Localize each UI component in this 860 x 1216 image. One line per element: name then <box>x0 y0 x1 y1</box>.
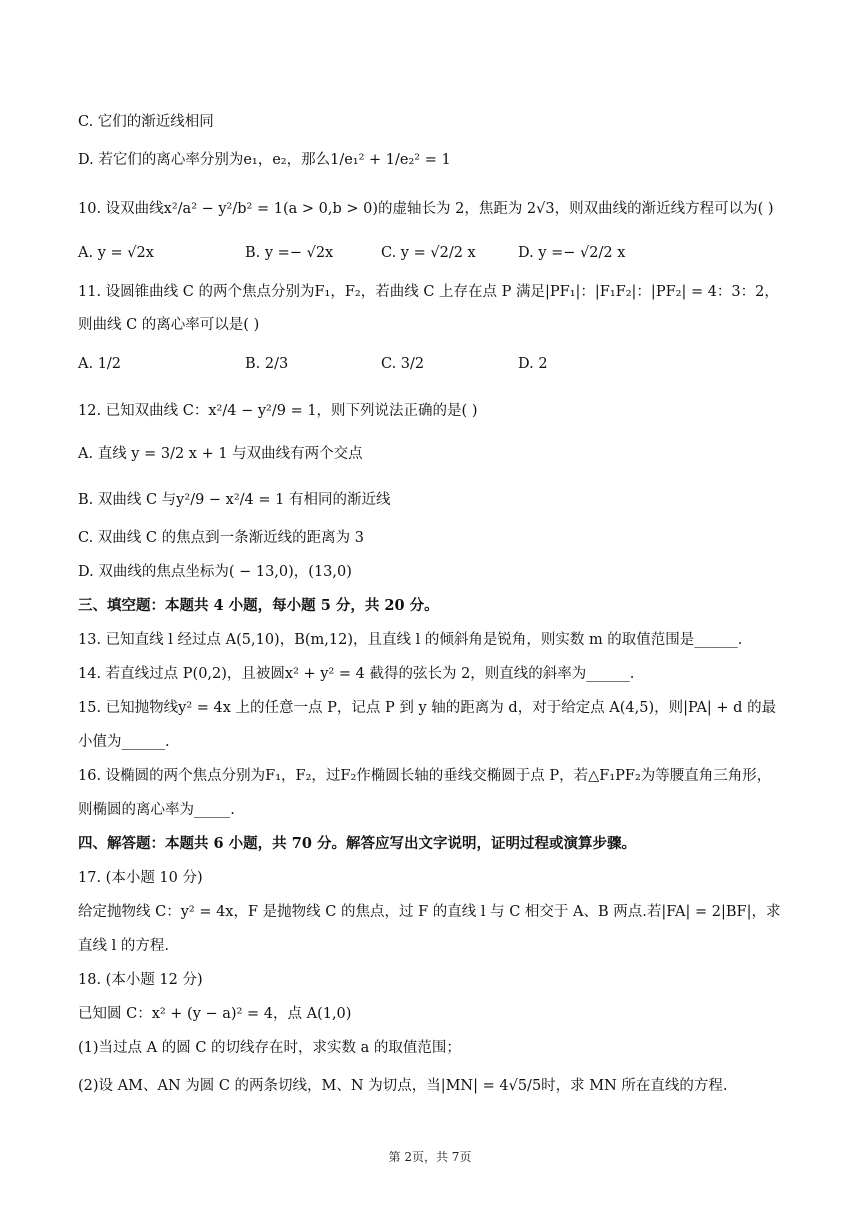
q12-option-d: D. 双曲线的焦点坐标为( − 13,0)，(13,0) <box>78 564 352 580</box>
q11-option-a: A. 1/2 <box>78 356 122 372</box>
q10-option-c: C. y = √2/2 x <box>381 245 476 261</box>
q11-option-c: C. 3/2 <box>381 356 425 372</box>
q12-option-c: C. 双曲线 C 的焦点到一条渐近线的距离为 3 <box>78 530 364 546</box>
q12-option-b: B. 双曲线 C 与y²/9 − x²/4 = 1 有相同的渐近线 <box>78 492 391 508</box>
question-17-line1: 给定抛物线 C：y² = 4x，F 是抛物线 C 的焦点，过 F 的直线 l 与 C 相交于 A、B 两点.若|FA| = 2|BF|，求 <box>78 904 781 920</box>
page-footer: 第 2页，共 7页 <box>388 1150 472 1164</box>
q10-option-d: D. y =− √2/2 x <box>518 245 626 261</box>
question-17-header: 17. (本小题 10 分) <box>78 870 203 886</box>
q11-option-b: B. 2/3 <box>245 356 289 372</box>
q9-option-d: D. 若它们的离心率分别为e₁，e₂，那么1/e₁² + 1/e₂² = 1 <box>78 152 451 168</box>
question-17-line2: 直线 l 的方程. <box>78 938 169 954</box>
question-18-header: 18. (本小题 12 分) <box>78 972 203 988</box>
question-16-line2: 则椭圆的离心率为_____. <box>78 802 235 818</box>
q10-option-b: B. y =− √2x <box>245 245 334 261</box>
q10-options <box>78 241 790 265</box>
question-15-line2: 小值为______. <box>78 734 170 750</box>
question-14: 14. 若直线过点 P(0,2)，且被圆x² + y² = 4 截得的弦长为 2，则直线的斜率为______. <box>78 666 635 682</box>
question-11-line1: 11. 设圆锥曲线 C 的两个焦点分别为F₁，F₂，若曲线 C 上存在点 P 满足|PF₁|：|F₁F₂|：|PF₂| = 4：3：2， <box>78 284 779 300</box>
question-18-line1: 已知圆 C：x² + (y − a)² = 4，点 A(1,0) <box>78 1006 352 1022</box>
question-18-part2: (2)设 AM、AN 为圆 C 的两条切线，M、N 为切点，当|MN| = 4√5/5时，求 MN 所在直线的方程. <box>78 1078 728 1094</box>
question-18-part1: (1)当过点 A 的圆 C 的切线存在时，求实数 a 的取值范围； <box>78 1040 461 1056</box>
q11-option-d: D. 2 <box>518 356 548 372</box>
q12-option-a: A. 直线 y = 3/2 x + 1 与双曲线有两个交点 <box>78 446 363 462</box>
question-12: 12. 已知双曲线 C：x²/4 − y²/9 = 1，则下列说法正确的是( ) <box>78 403 478 419</box>
question-10: 10. 设双曲线x²/a² − y²/b² = 1(a > 0,b > 0)的虚轴长为 2，焦距为 2√3，则双曲线的渐近线方程可以为( ) <box>78 201 774 217</box>
question-11-line2: 则曲线 C 的离心率可以是( ) <box>78 317 260 333</box>
q10-option-a: A. y = √2x <box>78 245 154 261</box>
q9-option-c: C. 它们的渐近线相同 <box>78 114 214 130</box>
q11-options <box>78 352 790 376</box>
section-3-heading: 三、填空题：本题共 4 小题，每小题 5 分，共 20 分。 <box>78 597 439 614</box>
section-4-heading: 四、解答题：本题共 6 小题，共 70 分。解答应写出文字说明，证明过程或演算步骤。 <box>78 835 636 852</box>
question-13: 13. 已知直线 l 经过点 A(5,10)，B(m,12)，且直线 l 的倾斜角是锐角，则实数 m 的取值范围是______. <box>78 632 743 648</box>
question-16-line1: 16. 设椭圆的两个焦点分别为F₁，F₂，过F₂作椭圆长轴的垂线交椭圆于点 P，若△F₁PF₂为等腰直角三角形， <box>78 768 772 784</box>
question-15-line1: 15. 已知抛物线y² = 4x 上的任意一点 P，记点 P 到 y 轴的距离为 d，对于给定点 A(4,5)，则|PA| + d 的最 <box>78 700 777 716</box>
